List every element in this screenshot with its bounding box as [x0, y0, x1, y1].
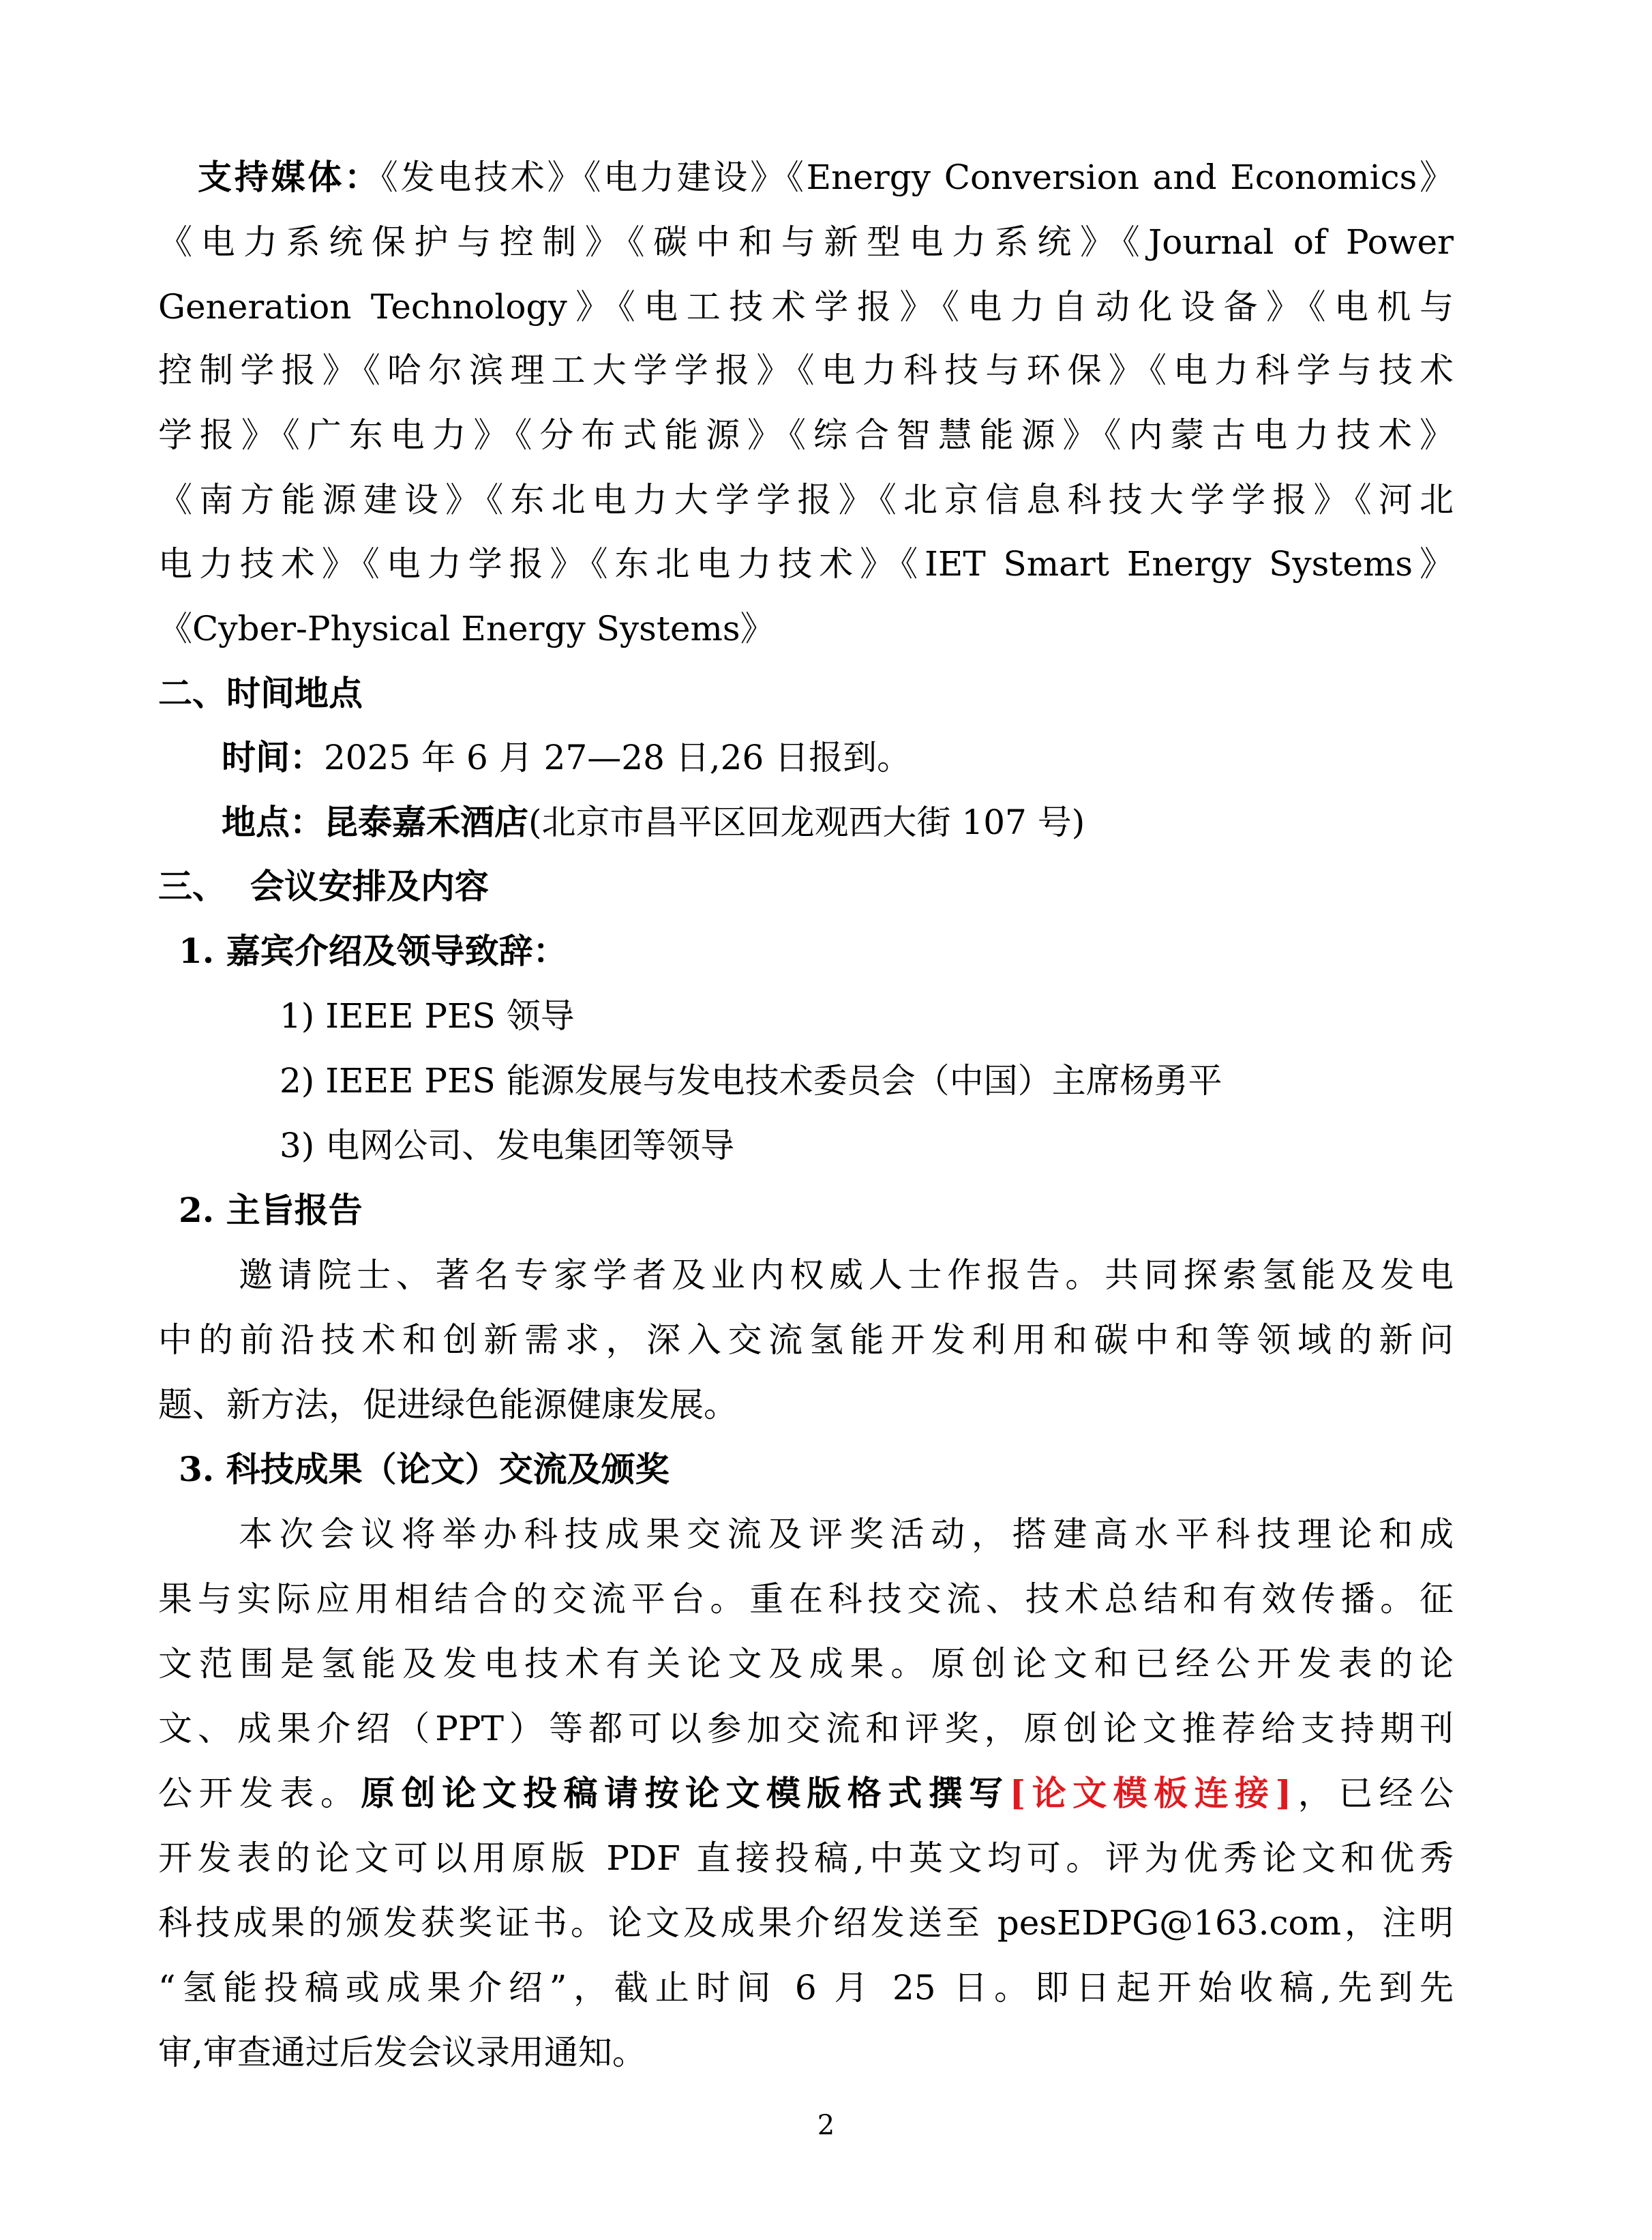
section2-heading: 二、时间地点	[158, 673, 363, 713]
item2-heading: 2. 主旨报告	[179, 1190, 363, 1230]
item3-line-8: “氢能投稿或成果介绍”，截止时间 6 月 25 日。即日起开始收稿,先到先	[158, 1968, 1454, 2007]
item3-bold-instruction: 原创论文投稿请按论文模版格式撰写	[361, 1773, 1010, 1813]
media-label: 支持媒体：	[198, 157, 381, 197]
time-line	[222, 737, 1517, 778]
item3-line-7: 科技成果的颁发获奖证书。论文及成果介绍发送至 pesEDPG@163.com，注明	[158, 1903, 1454, 1943]
media-line-3: Generation Technology》《电工技术学报》《电力自动化设备》《电机与	[158, 287, 1454, 327]
item1-sub-2: 2) IEEE PES 能源发展与发电技术委员会（中国）主席杨勇平	[280, 1061, 1222, 1101]
item3-line-5	[158, 1773, 1454, 1814]
item3-heading: 3. 科技成果（论文）交流及颁奖	[179, 1449, 670, 1489]
template-link[interactable]: [论文模板连接]	[1009, 1773, 1292, 1813]
item3-line-2: 果与实际应用相结合的交流平台。重在科技交流、技术总结和有效传播。征	[158, 1579, 1454, 1619]
item3-line-1: 本次会议将举办科技成果交流及评奖活动，搭建高水平科技理论和成	[239, 1514, 1454, 1554]
item3-plain: 公开发表。	[158, 1774, 361, 1813]
item1-sub-1: 1) IEEE PES 领导	[280, 996, 575, 1036]
place-line	[222, 802, 1517, 843]
item2-line-3: 题、新方法，促进绿色能源健康发展。	[158, 1385, 738, 1424]
media-line-7: 电力技术》《电力学报》《东北电力技术》《IET Smart Energy Systems》	[158, 544, 1454, 584]
media-line-4: 控制学报》《哈尔滨理工大学学报》《电力科技与环保》《电力科学与技术	[158, 350, 1454, 390]
media-line-2: 《电力系统保护与控制》《碳中和与新型电力系统》《Journal of Power	[158, 222, 1454, 262]
section3-heading: 三、 会议安排及内容	[158, 866, 489, 906]
time-value: 2025 年 6 月 27—28 日,26 日报到。	[324, 738, 912, 777]
item3-tail: ，已经公	[1291, 1774, 1454, 1813]
item3-line-9: 审,审查通过后发会议录用通知。	[158, 2033, 646, 2072]
item3-line-4: 文、成果介绍（PPT）等都可以参加交流和评奖，原创论文推荐给支持期刊	[158, 1709, 1454, 1748]
media-text: 《发电技术》《电力建设》《Energy Conversion and Economics》	[380, 158, 1454, 197]
media-line-6: 《南方能源建设》《东北电力大学学报》《北京信息科技大学学报》《河北	[158, 480, 1454, 520]
page-number: 2	[817, 2110, 835, 2141]
time-label: 时间：	[222, 737, 324, 777]
item3-line-3: 文范围是氢能及发电技术有关论文及成果。原创论文和已经公开发表的论	[158, 1644, 1454, 1684]
item2-line-1: 邀请院士、著名专家学者及业内权威人士作报告。共同探索氢能及发电	[239, 1255, 1454, 1295]
media-line-1	[198, 157, 1454, 198]
media-line-5: 学报》《广东电力》《分布式能源》《综合智慧能源》《内蒙古电力技术》	[158, 415, 1454, 455]
item1-heading: 1. 嘉宾介绍及领导致辞：	[179, 931, 567, 971]
place-value: (北京市昌平区回龙观西大街 107 号)	[528, 803, 1085, 842]
item3-line-6: 开发表的论文可以用原版 PDF 直接投稿,中英文均可。评为优秀论文和优秀	[158, 1838, 1454, 1878]
media-line-8: 《Cyber-Physical Energy Systems》	[158, 609, 775, 648]
place-label: 地点：昆泰嘉禾酒店	[222, 802, 528, 842]
item2-line-2: 中的前沿技术和创新需求，深入交流氢能开发利用和碳中和等领域的新问	[158, 1320, 1454, 1360]
item1-sub-3: 3) 电网公司、发电集团等领导	[280, 1126, 735, 1165]
